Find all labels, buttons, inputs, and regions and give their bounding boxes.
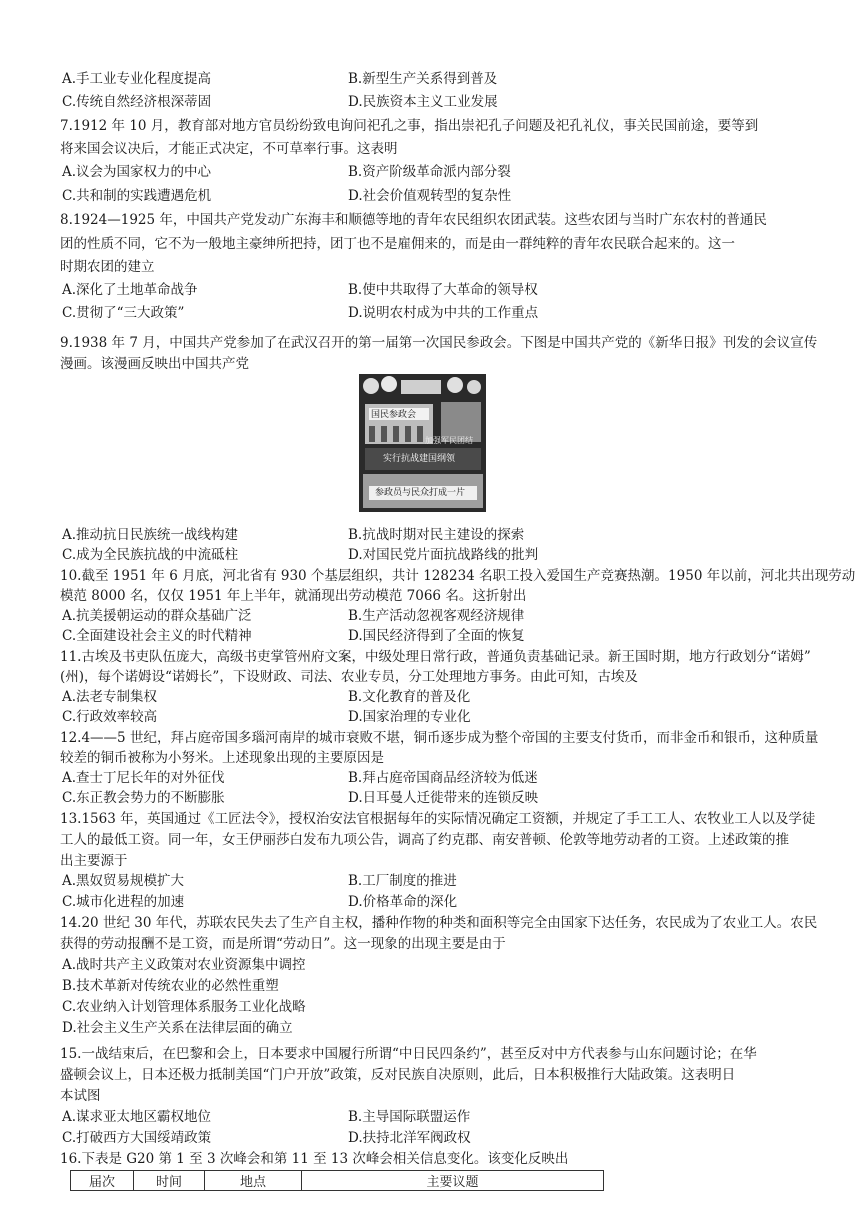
q9-stem-line2: 漫画。该漫画反映出中国共产党 [60,356,249,372]
q9-option-a: A.推动抗日民族统一战线构建 [62,527,239,543]
propaganda-cartoon [359,374,486,512]
q14-option-b: B.技术革新对传统农业的必然性重塑 [62,978,279,994]
q11-option-b: B.文化教育的普及化 [348,689,471,705]
q8-option-b: B.使中共取得了大革命的领导权 [348,282,538,298]
q12-option-c: C.东正教会势力的不断膨胀 [62,790,225,806]
q9-stem-line1: 9.1938 年 7 月，中国共产党参加了在武汉召开的第一届第一次国民参政会。下图是中国共产党的《新华日报》刊发的会议宣传 [60,335,818,351]
q8-option-a: A.深化了土地革命战争 [62,282,198,298]
q7-option-a: A.议会为国家权力的中心 [62,164,212,180]
table-header-row [71,1171,604,1191]
g20-summit-table [70,1170,604,1191]
q6-option-a: A.手工业专业化程度提高 [62,71,212,87]
table-header-location: 地点 [205,1171,302,1191]
q10-option-d: D.国民经济得到了全面的恢复 [348,628,525,644]
q7-option-b: B.资产阶级革命派内部分裂 [348,164,511,180]
table-header-time: 时间 [134,1171,205,1191]
q12-option-a: A.查士丁尼长年的对外征伐 [62,770,225,786]
q13-option-a: A.黑奴贸易规模扩大 [62,873,185,889]
q7-stem-line1: 7.1912 年 10 月，教育部对地方官员纷纷致电询问祀孔之事，指出崇祀孔子问题及祀孔礼仪，事关民国前途，要等到 [60,118,759,134]
q11-option-c: C.行政效率较高 [62,709,158,725]
q15-option-b: B.主导国际联盟运作 [348,1109,471,1125]
cartoon-text-together: 参政员与民众打成一片 [375,488,466,498]
q10-option-c: C.全面建设社会主义的时代精神 [62,628,252,644]
cartoon-text-unity: 加强军民团结 [425,436,473,445]
q9-option-b: B.抗战时期对民主建设的探索 [348,527,525,543]
q8-stem-line1: 8.1924—1925 年，中国共产党发动广东海丰和顺德等地的青年农民组织农团武装。这些农团与当时广东农村的普通民 [60,212,767,228]
q16-stem: 16.下表是 G20 第 1 至 3 次峰会和第 11 至 13 次峰会相关信息变化。该变化反映出 [60,1151,569,1167]
cartoon-text-council: 国民参政会 [371,410,417,420]
q9-option-d: D.对国民党片面抗战路线的批判 [348,547,539,563]
q13-stem-line3: 出主要源于 [60,853,128,869]
q6-option-d: D.民族资本主义工业发展 [348,94,498,110]
q11-option-a: A.法老专制集权 [62,689,158,705]
q15-stem-line2: 盛顿会议上，日本还极力抵制美国“门户开放”政策，反对民族自决原则，此后，日本积极推行大陆政策。这表明日 [60,1067,736,1083]
q12-option-d: D.日耳曼人迁徙带来的连锁反映 [348,790,539,806]
q6-option-b: B.新型生产关系得到普及 [348,71,498,87]
q14-option-d: D.社会主义生产关系在法律层面的确立 [62,1020,293,1036]
q13-option-c: C.城市化进程的加速 [62,894,185,910]
q11-option-d: D.国家治理的专业化 [348,709,471,725]
q8-stem-line3: 时期农团的建立 [60,259,155,275]
q10-option-a: A.抗美援朝运动的群众基础广泛 [62,608,252,624]
q11-stem-line1: 11.古埃及书吏队伍庞大，高级书吏掌管州府文案，中级处理日常行政，普通负责基础记录。新王国时期，地方行政划分“诺姆” [60,649,811,665]
q13-option-b: B.工厂制度的推进 [348,873,457,889]
q14-stem-line2: 获得的劳动报酬不是工资，而是所谓“劳动日”。这一现象的出现主要是由于 [60,936,506,952]
q15-stem-line1: 15.一战结束后，在巴黎和会上，日本要求中国履行所谓“中日民四条约”，甚至反对中方代表参与山东问题讨论；在华 [60,1046,757,1062]
cartoon-text-program: 实行抗战建国纲领 [383,454,456,464]
q9-option-c: C.成为全民族抗战的中流砥柱 [62,547,239,563]
q10-option-b: B.生产活动忽视客观经济规律 [348,608,525,624]
q13-stem-line2: 工人的最低工资。同一年，女王伊丽莎白发布九项公告，调高了约克郡、南安普顿、伦敦等地劳动者的工资。上述政策的推 [60,832,789,848]
table-header-session: 届次 [71,1171,134,1191]
q12-option-b: B.拜占庭帝国商品经济较为低迷 [348,770,538,786]
q15-option-d: D.扶持北洋军阀政权 [348,1130,471,1146]
q13-option-d: D.价格革命的深化 [348,894,458,910]
table-header-topics: 主要议题 [302,1171,604,1191]
q14-option-c: C.农业纳入计划管理体系服务工业化战略 [62,999,306,1015]
q7-stem-line2: 将来国会议决后，才能正式决定，不可草率行事。这表明 [60,141,398,157]
q11-stem-line2: (州)，每个诺姆设“诺姆长”，下设财政、司法、农业专员，分工处理地方事务。由此可知，古埃及 [60,669,638,685]
q6-option-c: C.传统自然经济根深蒂固 [62,94,212,110]
q15-option-a: A.谋求亚太地区霸权地位 [62,1109,212,1125]
q10-stem-line1: 10.截至 1951 年 6 月底，河北省有 930 个基层组织，共计 128234 名职工投入爱国生产竞赛热潮。1950 年以前，河北共出现劳动 [60,568,856,584]
q15-option-c: C.打破西方大国绥靖政策 [62,1130,212,1146]
q8-option-c: C.贯彻了“三大政策” [62,305,185,321]
q12-stem-line1: 12.4——5 世纪，拜占庭帝国多瑙河南岸的城市衰败不堪，铜币逐步成为整个帝国的主要支付货币，而非金币和银币，这种质量 [60,730,819,746]
q7-option-d: D.社会价值观转型的复杂性 [348,188,512,204]
q14-option-a: A.战时共产主义政策对农业资源集中调控 [62,957,306,973]
q8-option-d: D.说明农村成为中共的工作重点 [348,305,539,321]
q8-stem-line2: 团的性质不同，它不为一般地主豪绅所把持，团丁也不是雇佣来的，而是由一群纯粹的青年农民联合起来的。这一 [60,236,735,252]
q7-option-c: C.共和制的实践遭遇危机 [62,188,212,204]
q15-stem-line3: 本试图 [60,1088,101,1104]
q14-stem-line1: 14.20 世纪 30 年代，苏联农民失去了生产自主权，播种作物的种类和面积等完全由国家下达任务，农民成为了农业工人。农民 [60,915,818,931]
q10-stem-line2: 模范 8000 名，仅仅 1951 年上半年，就涌现出劳动模范 7066 名。这折射出 [60,588,527,604]
q12-stem-line2: 较差的铜币被称为小努米。上述现象出现的主要原因是 [60,750,384,766]
q13-stem-line1: 13.1563 年，英国通过《工匠法令》，授权治安法官根据每年的实际情况确定工资额，并规定了手工工人、农牧业工人以及学徒 [60,811,816,827]
